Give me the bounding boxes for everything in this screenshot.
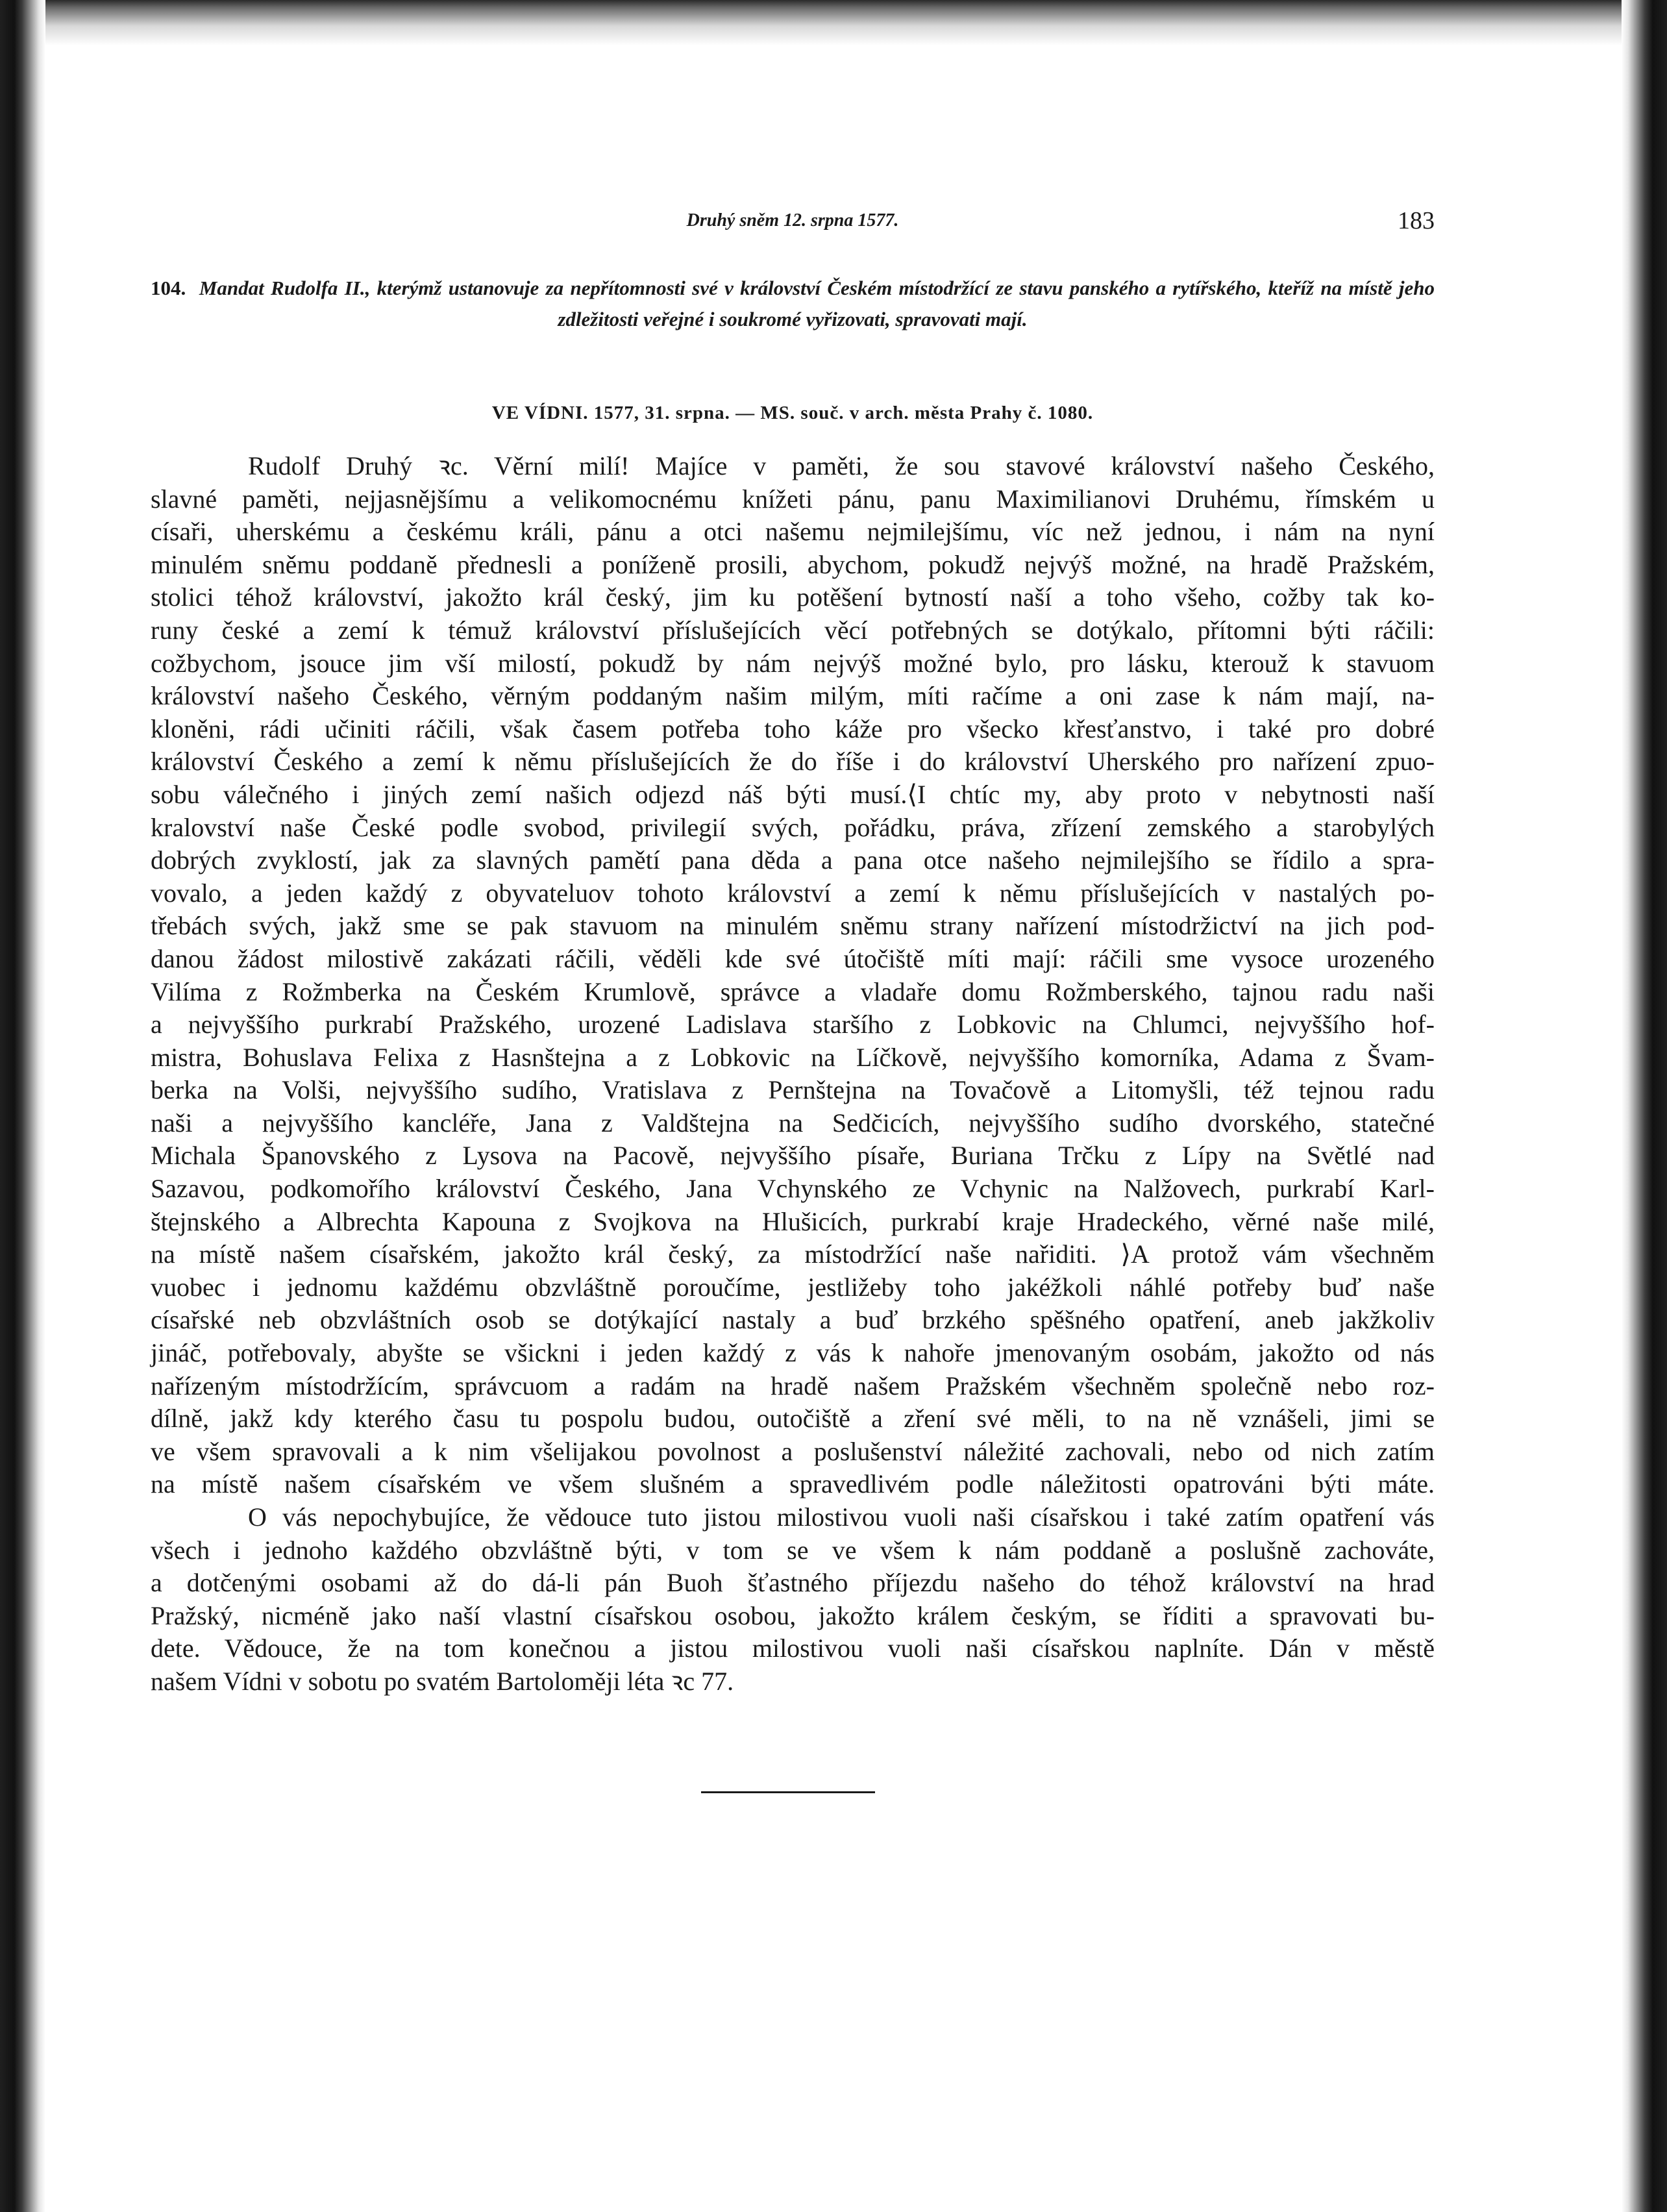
body-line: všech i jednoho každého obzvláštně býti, v tom se ve všem k nám poddaně a poslušně zachováte, (151, 1535, 1435, 1565)
body-line: slavné paměti, nejjasnějšímu a velikomocnému knížeti pánu, panu Maximilianovi Druhému, římském u (151, 484, 1435, 514)
body-line: berka na Volši, nejvyššího sudího, Vratislava z Pernštejna na Tovačově a Litomyšli, též tejnou radu (151, 1075, 1435, 1105)
body-line: vuobec i jednomu každému obzvláštně poroučíme, jestližeby toho jakéžkoli náhlé potřeby buď naše (151, 1272, 1435, 1302)
body-line: danou žádost milostivě zakázati ráčili, věděli kde své útočiště míti mají: ráčili sme vysoce urozeného (151, 943, 1435, 973)
body-line: a nejvyššího purkrabí Pražského, urozené Ladislava staršího z Lobkovic na Chlumci, nejvyššího hof- (151, 1010, 1435, 1039)
body-line: dobrých zvyklostí, jak za slavných pamětí pana děda a pana otce našeho nejmilejšího se řídilo a spra- (151, 845, 1435, 875)
document-heading-text: Mandat Rudolfa II., kterýmž ustanovuje za nepřítomnosti své v království Českém místodržící ze stavu panského a rytířského, kteříž na místě jeho zdležitosti veřejné i soukromé vyřizovati, spravovati mají. (199, 277, 1435, 330)
running-title: Druhý sněm 12. srpna 1577. (686, 210, 899, 230)
body-line: sobu válečného i jiných zemí našich odjezd náš býti musí.⟨I chtíc my, aby proto v nebytnosti naší (151, 779, 1435, 809)
body-line: Rudolf Druhý ꝛc. Věrní milí! Majíce v paměti, že sou stavové království našeho Českého, (248, 451, 1435, 480)
body-line: mistra, Bohuslava Felixa z Hasnštejna a z Lobkovic na Líčkově, nejvyššího komorníka, Adama z Švam- (151, 1042, 1435, 1072)
body-line: na místě našem císařském ve všem slušném a spravedlivém podle náležitosti opatrováni býti máte. (151, 1469, 1435, 1499)
document-number: 104. (151, 277, 186, 299)
body-line: Sazavou, podkomořího království Českého, Jana Vchynského ze Vchynic na Nalžovech, purkrabí Karl- (151, 1174, 1435, 1204)
scan-edge-right (1622, 0, 1667, 2212)
body-line: štejnského a Albrechta Kapouna z Svojkova na Hlušicích, purkrabí kraje Hradeckého, věrné naše milé, (151, 1206, 1435, 1236)
body-line: na místě našem císařském, jakožto král český, za místodržící naše nařiditi. ⟩A protož vám všechněm (151, 1239, 1435, 1269)
body-line: stolici téhož království, jakožto král český, jim ku potěšení bytností naší a toho všeho, cožby tak ko- (151, 582, 1435, 612)
body-line: našem Vídni v sobotu po svatém Bartoloměji léta ꝛc 77. (151, 1666, 734, 1696)
body-line: jináč, potřebovaly, abyšte se všickni i jeden každý z vás k nahoře jmenovaným osobám, jakožto od nás (151, 1338, 1435, 1368)
page-number: 183 (1398, 207, 1435, 234)
running-header (151, 206, 1435, 238)
body-line: vovalo, a jeden každý z obyvateluov tohoto království a zemí k němu příslušejících v nastalých po- (151, 878, 1435, 908)
body-line: minulém sněmu poddaně přednesli a poníženě prosili, abychom, pokudž nejvýš možné, na hradě Pražském, (151, 549, 1435, 579)
body-line: nařízeným místodržícím, správcuom a radám na hradě našem Pražském všechněm společně nebo roz- (151, 1371, 1435, 1400)
body-line: kloněni, rádi učiniti ráčili, však časem potřeba toho káže pro všecko křesťanstvo, i také pro dobré (151, 714, 1435, 743)
body-line: O vás nepochybujíce, že vědouce tuto jistou milostivou vuoli naši císařskou i také zatím opatření vás (248, 1502, 1435, 1532)
body-line: dílně, jakž kdy kterého času tu pospolu budou, outočiště a zření své měli, to na ně vznášeli, jimi se (151, 1404, 1435, 1434)
body-line: cožbychom, jsouce jim vší milostí, pokudž by nám nejvýš možné bylo, pro lásku, kterouž k stavuom (151, 648, 1435, 678)
body-line: království našeho Českého, věrným poddaným našim milým, míti račíme a oni zase k nám mají, na- (151, 681, 1435, 711)
document-page (151, 0, 1435, 2212)
body-line: třebách svých, jakž sme se pak stavuom na minulém sněmu strany nařízení místodržictví na jich pod- (151, 911, 1435, 941)
document-body (151, 450, 1435, 1698)
body-line: kralovství naše České podle svobod, privilegií svých, pořádku, práva, zřízení zemského a starobylých (151, 812, 1435, 842)
body-line: Michala Španovského z Lysova na Pacově, nejvyššího písaře, Buriana Trčku z Lípy na Světlé nad (151, 1141, 1435, 1171)
body-line: ve všem spravovali a k nim všelijakou povolnost a poslušenství náležité zachovali, nebo od nich zatím (151, 1436, 1435, 1466)
body-line: císaři, uherskému a českému králi, pánu a otci našemu nejmilejšímu, víc než jednou, i nám na nyní (151, 517, 1435, 547)
body-line: císařské neb obzvláštních osob se dotýkající nastaly a buď brzkého spěšného opatření, aneb jakžkoliv (151, 1305, 1435, 1335)
body-line: království Českého a zemí k němu příslušejících že do říše i do království Uherského pro nařízení zpuo- (151, 747, 1435, 777)
body-line: naši a nejvyššího kancléře, Jana z Valdštejna na Sedčicích, nejvyššího sudího dvorského, statečné (151, 1108, 1435, 1137)
document-source-line: VE VÍDNI. 1577, 31. srpna. — MS. souč. v arch. města Prahy č. 1080. (491, 403, 1094, 423)
body-line: runy české a zemí k témuž království příslušejících věcí potřebných se dotýkalo, přítomni býti ráčili: (151, 615, 1435, 645)
end-rule-divider (701, 1791, 875, 1793)
body-line: Pražský, nicméně jako naší vlastní císařskou osobou, jakožto králem českým, se říditi a spravovati bu- (151, 1600, 1435, 1630)
body-line: a dotčenými osobami až do dá-li pán Buoh šťastného příjezdu našeho do téhož království na hrad (151, 1568, 1435, 1598)
scan-edge-left (0, 0, 45, 2212)
body-line: Vilíma z Rožmberka na Českém Krumlově, správce a vladaře domu Rožmberského, tajnou radu naši (151, 976, 1435, 1006)
document-heading (151, 273, 1435, 335)
body-line: dete. Vědouce, že na tom konečnou a jistou milostivou vuoli naši císařskou naplníte. Dán v městě (151, 1634, 1435, 1663)
